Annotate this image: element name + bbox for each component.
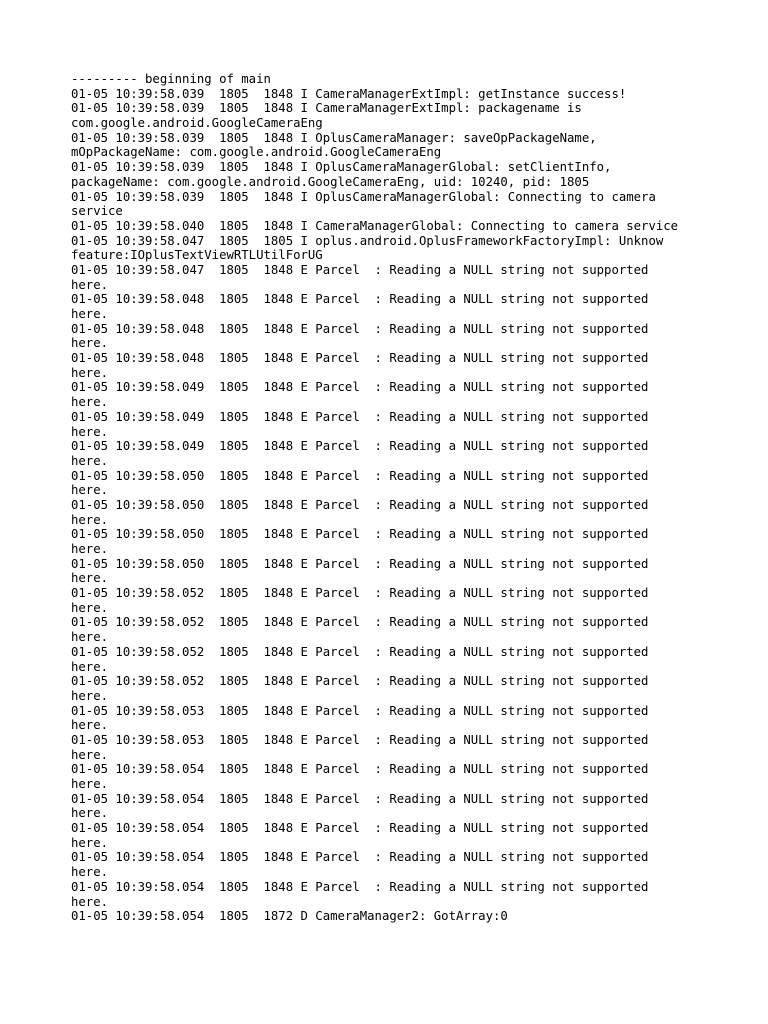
log-line: 01-05 10:39:58.040 1805 1848 I CameraManagerGlobal: Connecting to camera service <box>71 218 679 233</box>
log-line: 01-05 10:39:58.052 1805 1848 E Parcel : Reading a NULL string not supported <box>71 674 649 689</box>
log-line: here. <box>71 630 109 645</box>
log-line: 01-05 10:39:58.050 1805 1848 E Parcel : Reading a NULL string not supported <box>71 556 649 571</box>
log-line: here. <box>71 865 109 880</box>
log-line: feature:IOplusTextViewRTLUtilForUG <box>71 248 323 263</box>
log-line: here. <box>71 542 109 556</box>
log-line: 01-05 10:39:58.052 1805 1848 E Parcel : Reading a NULL string not supported <box>71 586 649 601</box>
log-line: 01-05 10:39:58.049 1805 1848 E Parcel : Reading a NULL string not supported <box>71 439 649 454</box>
log-line: mOpPackageName: com.google.android.GoogleCameraEng <box>71 145 442 160</box>
log-line: 01-05 10:39:58.050 1805 1848 E Parcel : Reading a NULL string not supported <box>71 468 649 483</box>
log-line: 01-05 10:39:58.039 1805 1848 I CameraManagerExtImpl: packagename is <box>71 101 582 116</box>
log-line: 01-05 10:39:58.047 1805 1848 E Parcel : Reading a NULL string not supported <box>71 262 649 277</box>
log-line: 01-05 10:39:58.052 1805 1848 E Parcel : Reading a NULL string not supported <box>71 615 649 630</box>
log-line: here. <box>71 659 109 674</box>
log-line: here. <box>71 600 109 615</box>
log-line: 01-05 10:39:58.050 1805 1848 E Parcel : Reading a NULL string not supported <box>71 527 649 542</box>
log-line: here. <box>71 571 109 586</box>
log-line: 01-05 10:39:58.048 1805 1848 E Parcel : Reading a NULL string not supported <box>71 351 649 366</box>
log-line: here. <box>71 777 109 791</box>
log-line: 01-05 10:39:58.039 1805 1848 I OplusCameraManagerGlobal: Connecting to camera <box>71 189 656 204</box>
log-line: 01-05 10:39:58.049 1805 1848 E Parcel : Reading a NULL string not supported <box>71 380 649 395</box>
log-line: 01-05 10:39:58.054 1805 1872 D CameraManager2: GotArray:0 <box>71 909 508 924</box>
log-line: 01-05 10:39:58.049 1805 1848 E Parcel : Reading a NULL string not supported <box>71 409 649 424</box>
log-line: here. <box>71 718 109 733</box>
log-line: 01-05 10:39:58.050 1805 1848 E Parcel : Reading a NULL string not supported <box>71 497 649 512</box>
log-line: here. <box>71 424 109 439</box>
log-line: here. <box>71 277 109 292</box>
log-line: 01-05 10:39:58.053 1805 1848 E Parcel : Reading a NULL string not supported <box>71 732 649 747</box>
log-line: --------- beginning of main <box>71 72 271 86</box>
log-line: here. <box>71 747 109 762</box>
log-line: here. <box>71 894 109 909</box>
log-line: packageName: com.google.android.GoogleCameraEng, uid: 10240, pid: 1805 <box>71 174 590 189</box>
log-line: here. <box>71 835 109 850</box>
log-line: here. <box>71 336 109 351</box>
log-line: service <box>71 204 123 219</box>
log-line: 01-05 10:39:58.047 1805 1805 I oplus.android.OplusFrameworkFactoryImpl: Unknow <box>71 233 664 248</box>
log-line: here. <box>71 453 109 468</box>
log-line: 01-05 10:39:58.054 1805 1848 E Parcel : Reading a NULL string not supported <box>71 762 649 777</box>
log-line: 01-05 10:39:58.039 1805 1848 I OplusCameraManagerGlobal: setClientInfo, <box>71 160 612 175</box>
log-document <box>71 72 751 924</box>
log-line: 01-05 10:39:58.052 1805 1848 E Parcel : Reading a NULL string not supported <box>71 644 649 659</box>
log-line: here. <box>71 365 109 380</box>
log-line: 01-05 10:39:58.039 1805 1848 I OplusCameraManager: saveOpPackageName, <box>71 130 597 145</box>
log-line: 01-05 10:39:58.053 1805 1848 E Parcel : Reading a NULL string not supported <box>71 703 649 718</box>
log-line: here. <box>71 483 109 498</box>
log-line: 01-05 10:39:58.054 1805 1848 E Parcel : Reading a NULL string not supported <box>71 821 649 836</box>
log-line: 01-05 10:39:58.048 1805 1848 E Parcel : Reading a NULL string not supported <box>71 292 649 307</box>
log-line: here. <box>71 307 109 321</box>
log-line: here. <box>71 688 109 703</box>
log-line: 01-05 10:39:58.054 1805 1848 E Parcel : Reading a NULL string not supported <box>71 850 649 865</box>
log-line: com.google.android.GoogleCameraEng <box>71 116 323 131</box>
log-line: 01-05 10:39:58.039 1805 1848 I CameraManagerExtImpl: getInstance success! <box>71 86 627 101</box>
log-line: here. <box>71 395 109 410</box>
log-line: here. <box>71 512 109 527</box>
log-line: 01-05 10:39:58.048 1805 1848 E Parcel : Reading a NULL string not supported <box>71 321 649 336</box>
log-line: here. <box>71 806 109 821</box>
log-line: 01-05 10:39:58.054 1805 1848 E Parcel : Reading a NULL string not supported <box>71 879 649 894</box>
log-line: 01-05 10:39:58.054 1805 1848 E Parcel : Reading a NULL string not supported <box>71 791 649 806</box>
